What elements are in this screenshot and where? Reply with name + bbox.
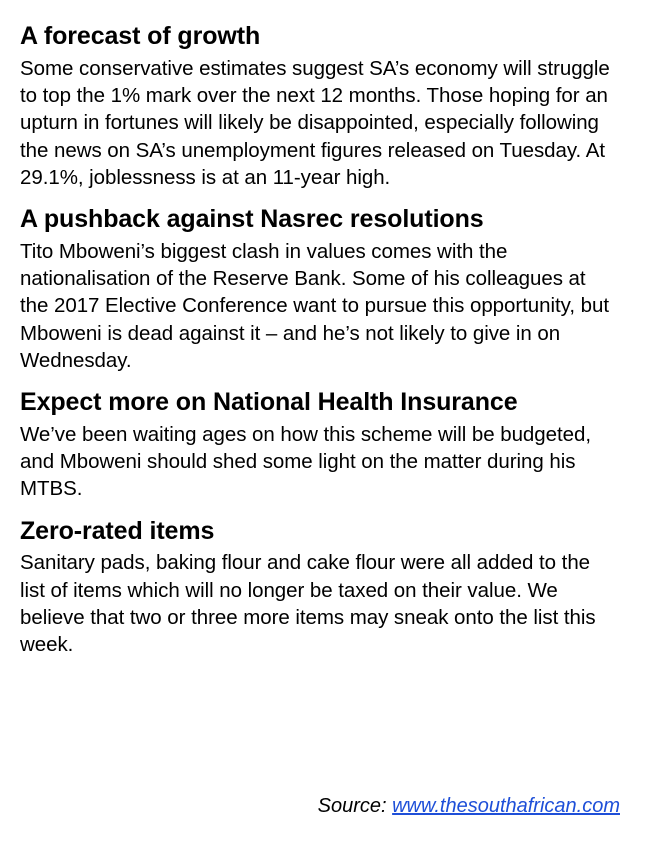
section-pushback-against-nasrec-resolutions — [20, 205, 618, 374]
section-body: Tito Mboweni’s biggest clash in values comes with the nationalisation of the Reserve Bank. Some of his colleagues at the 2017 Elective Conference want to pursue this opportunity, but Mboweni is dead against it – and he’s not likely to give in on Wednesday. — [20, 239, 609, 372]
section-zero-rated-items — [20, 517, 618, 659]
section-heading: Zero-rated items — [20, 516, 215, 545]
section-heading: A forecast of growth — [20, 22, 261, 50]
section-forecast-of-growth — [20, 22, 618, 191]
section-heading: Expect more on National Health Insurance — [20, 388, 518, 416]
section-heading: A pushback against Nasrec resolutions — [20, 205, 484, 233]
section-body: Sanitary pads, baking flour and cake flour were all added to the list of items which will no longer be taxed on their value. We believe that two or three more items may sneak onto the list this week. — [20, 551, 596, 656]
source-link[interactable]: www.thesouthafrican.com — [392, 795, 620, 817]
section-national-health-insurance — [20, 388, 618, 503]
section-body: We’ve been waiting ages on how this scheme will be budgeted, and Mboweni should shed some light on the matter during his MTBS. — [20, 422, 591, 501]
section-body: Some conservative estimates suggest SA’s economy will struggle to top the 1% mark over the next 12 months. Those hoping for an upturn in fortunes will likely be disappointed, especially following the news on SA’s unemployment figures released on Tuesday. At 29.1%, joblessness is at an 11-year high. — [20, 56, 610, 189]
source-attribution — [318, 795, 620, 818]
source-label: Source: — [317, 795, 387, 817]
